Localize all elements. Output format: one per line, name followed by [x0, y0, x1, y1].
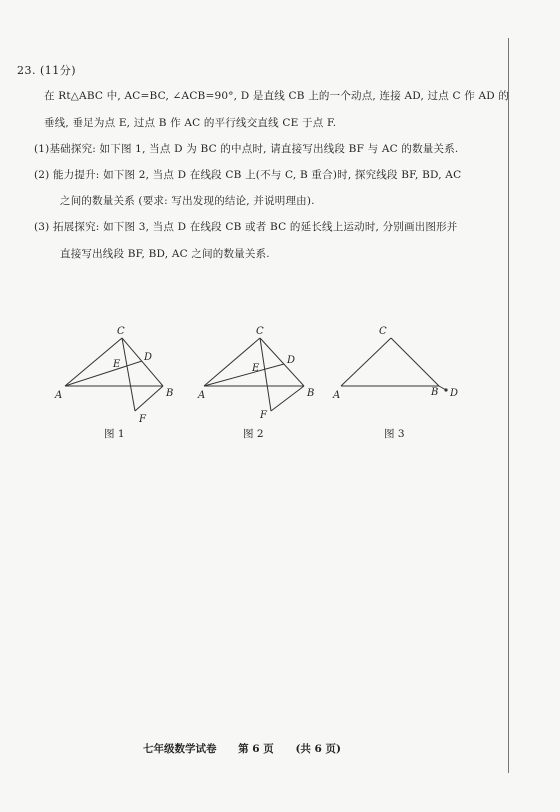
figure-3 [333, 318, 468, 432]
fig3-label-a: A [333, 390, 341, 401]
question-part1: (1)基础探究: 如下图 1, 当点 D 为 BC 的中点时, 请直接写出线段 BF 与 AC 的数量关系. [34, 143, 459, 155]
figure-3-diagram [333, 318, 468, 428]
fig3-label-b: B [431, 387, 439, 398]
question-part2-line2: 之间的数量关系 (要求: 写出发现的结论, 并说明理由). [60, 195, 315, 207]
footer-page-number: 第 6 页 [238, 743, 274, 755]
footer-exam-name: 七年级数学试卷 [143, 743, 217, 755]
question-part3-line1: (3) 拓展探究: 如下图 3, 当点 D 在线段 CB 或者 BC 的延长线上运动时, 分别画出图形并 [34, 221, 458, 233]
fig3-side-cb [391, 338, 439, 386]
fig1-label-b: B [166, 388, 174, 399]
fig2-segment-bf [271, 386, 304, 411]
fig2-line-cf [260, 338, 271, 411]
fig3-side-ac [341, 338, 391, 386]
fig1-segment-bf [135, 386, 163, 411]
fig3-point-d [444, 388, 447, 391]
fig3-label-d: D [450, 388, 459, 399]
fig2-label-e: E [252, 363, 260, 374]
figure-1-caption: 图 1 [104, 428, 125, 440]
fig1-line-cf [122, 338, 135, 411]
fig2-segment-ad [204, 364, 284, 386]
figure-1-diagram [55, 318, 180, 428]
fig2-label-f: F [260, 410, 267, 421]
question-part3-line2: 直接写出线段 BF, BD, AC 之间的数量关系. [60, 248, 270, 260]
figure-1 [55, 318, 180, 432]
margin-line [508, 38, 509, 773]
fig1-label-a: A [55, 390, 63, 401]
fig2-label-a: A [198, 390, 206, 401]
fig2-label-c: C [256, 326, 264, 337]
figure-2-caption: 图 2 [243, 428, 264, 440]
fig2-label-b: B [307, 388, 315, 399]
question-part2-line1: (2) 能力提升: 如下图 2, 当点 D 在线段 CB 上(不与 C, B 重合)时, 探究线段 BF, BD, AC [34, 169, 462, 181]
footer-total-pages: (共 6 页) [295, 743, 341, 755]
page-footer [143, 741, 359, 756]
question-stem-line1: 在 Rt△ABC 中, AC=BC, ∠ACB=90°, D 是直线 CB 上的一个动点, 连接 AD, 过点 C 作 AD 的 [44, 90, 510, 102]
question-stem-line2: 垂线, 垂足为点 E, 过点 B 作 AC 的平行线交直线 CE 于点 F. [44, 117, 337, 129]
fig1-label-c: C [117, 326, 125, 337]
fig1-label-d: D [144, 352, 153, 363]
fig1-label-f: F [139, 414, 146, 425]
fig1-side-cb [122, 338, 163, 386]
fig2-label-d: D [287, 355, 296, 366]
figure-2-diagram [196, 318, 321, 428]
question-number: 23. (11分) [17, 64, 77, 77]
figure-2 [196, 318, 321, 432]
fig1-segment-ad [65, 361, 142, 386]
fig1-label-e: E [113, 359, 121, 370]
figure-3-caption: 图 3 [384, 428, 405, 440]
fig3-label-c: C [379, 326, 387, 337]
